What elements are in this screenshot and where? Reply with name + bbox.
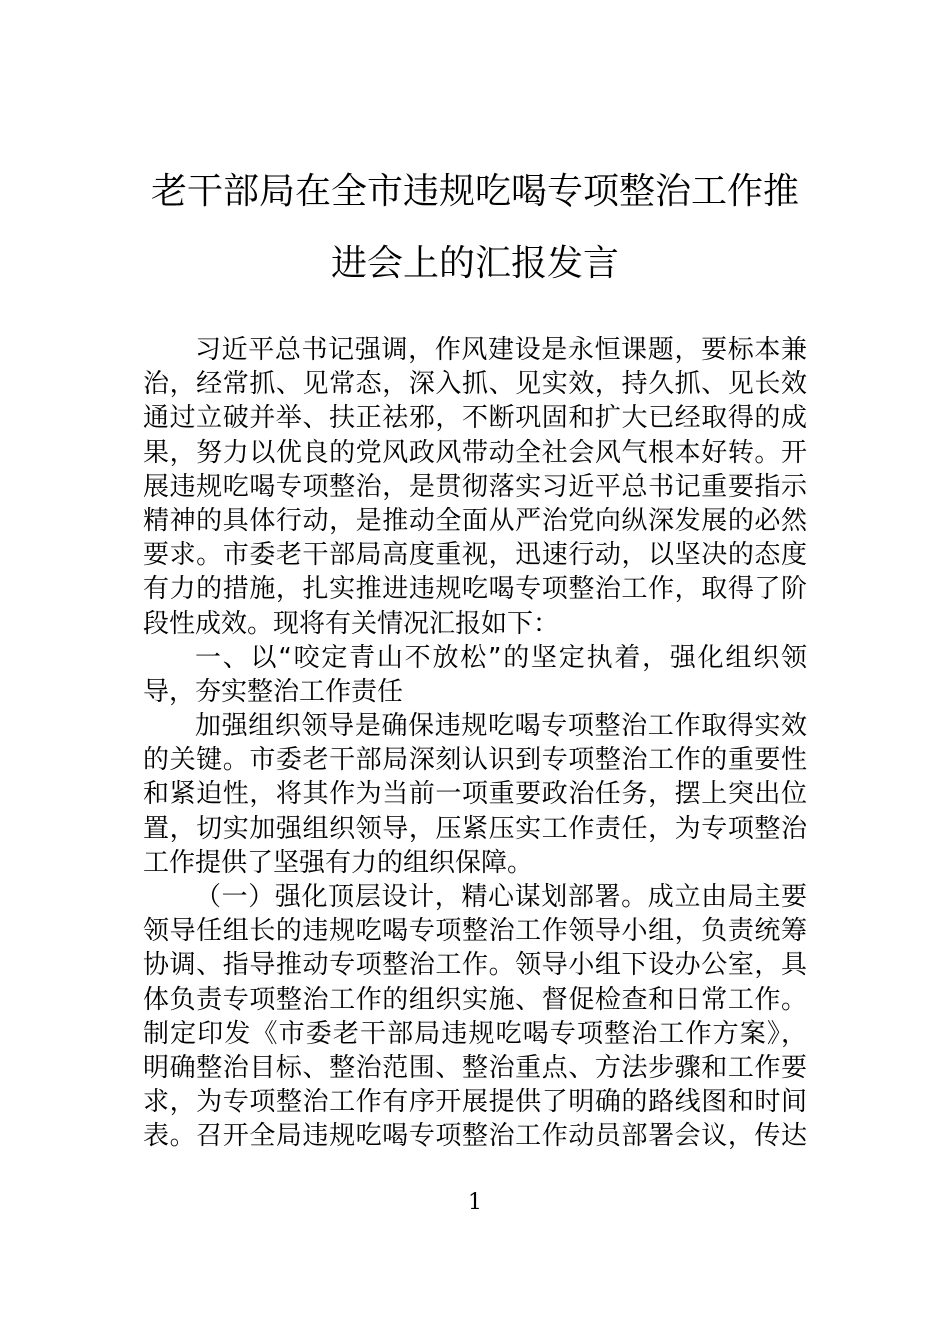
body-line: 通过立破并举、扶正祛邪，不断巩固和扩大已经取得的成	[143, 403, 807, 434]
body-line: 果，努力以优良的党风政风带动全社会风气根本好转。开	[143, 437, 807, 468]
document-title-line-1: 老干部局在全市违规吃喝专项整治工作推	[150, 171, 799, 212]
body-line: 治，经常抓、见常态，深入抓、见实效，持久抓、见长效	[143, 369, 807, 400]
body-line: 有力的措施，扎实推进违规吃喝专项整治工作，取得了阶	[143, 574, 807, 605]
body-line: 工作提供了坚强有力的组织保障。	[143, 847, 534, 878]
body-line: 的关键。市委老干部局深刻认识到专项整治工作的重要性	[143, 745, 807, 776]
body-line: （一）强化顶层设计，精心谋划部署。成立由局主要	[195, 882, 807, 912]
page-number: 1	[468, 1190, 482, 1215]
section-heading-line: 一、以“咬定青山不放松”的坚定执着，强化组织领	[195, 642, 807, 673]
body-line: 置，切实加强组织领导，压紧压实工作责任，为专项整治	[143, 813, 807, 844]
body-line: 段性成效。现将有关情况汇报如下：	[143, 608, 560, 639]
body-line: 制定印发《市委老干部局违规吃喝专项整治工作方案》，	[143, 1018, 807, 1049]
body-line: 习近平总书记强调，作风建设是永恒课题，要标本兼	[195, 335, 807, 365]
body-line: 要求。市委老干部局高度重视，迅速行动，以坚决的态度	[143, 540, 807, 571]
body-line: 展违规吃喝专项整治，是贯彻落实习近平总书记重要指示	[143, 471, 807, 502]
body-line: 和紧迫性，将其作为当前一项重要政治任务，摆上突出位	[143, 779, 807, 810]
body-line: 精神的具体行动，是推动全面从严治党向纵深发展的必然	[143, 505, 807, 536]
body-line: 领导任组长的违规吃喝专项整治工作领导小组，负责统筹	[143, 916, 807, 947]
document-title-line-2: 进会上的汇报发言	[330, 243, 619, 284]
body-line: 协调、指导推动专项整治工作。领导小组下设办公室，具	[143, 950, 807, 981]
body-line: 求，为专项整治工作有序开展提供了明确的路线图和时间	[143, 1087, 807, 1118]
body-line: 表。召开全局违规吃喝专项整治工作动员部署会议，传达	[143, 1121, 807, 1152]
section-heading-line: 导，夯实整治工作责任	[143, 676, 404, 707]
document-body	[143, 333, 807, 1154]
body-line: 明确整治目标、整治范围、整治重点、方法步骤和工作要	[143, 1052, 807, 1083]
body-line: 加强组织领导是确保违规吃喝专项整治工作取得实效	[195, 711, 807, 742]
body-line: 体负责专项整治工作的组织实施、督促检查和日常工作。	[143, 984, 807, 1015]
